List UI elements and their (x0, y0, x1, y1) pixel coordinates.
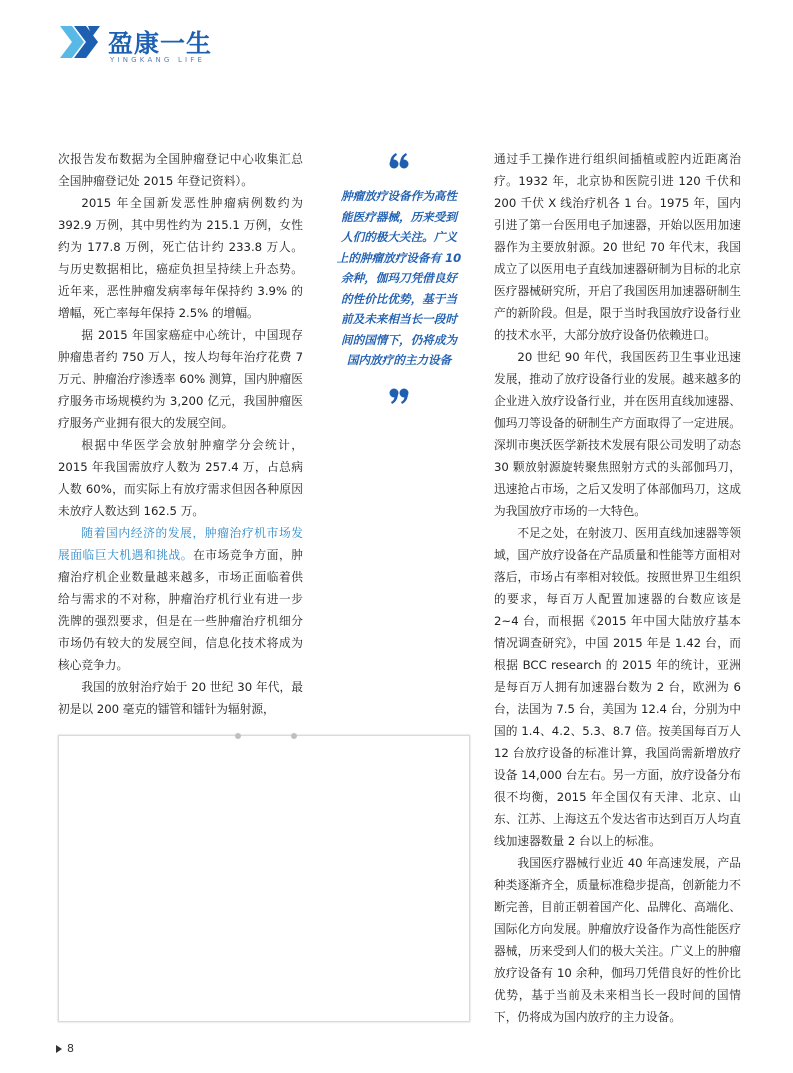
paragraph: 不足之处，在射波刀、医用直线加速器等领域，国产放疗设备在产品质量和性能等方面相对落后，市场占有率相对较低。按照世界卫生组织的要求，每百万人配置加速器的台数应该是 2~4 台，而根据《2015 年中国大陆放疗基本情况调查研究》，中国 2015 年是 1.42 台，而根据 BCC research 的 2015 年的统计，亚洲是每百万人拥有加速器台数为 2 台，欧洲为 6 台，法国为 7.5 台，美国为 12.4 台，分别为中国的 1.4、4.2、5.3、8.7 倍。按美国每百万人 12 台放疗设备的标准计算，我国尚需新增放疗设备 14,000 台左右。另一方面，放疗设备分布很不均衡，2015 年全国仅有天津、北京、山东、江苏、上海这五个发达省市达到百万人均直线加速器数量 2 台以上的标准。 (494, 526, 742, 848)
paragraph: 根据中华医学会放射肿瘤学分会统计，2015 年我国需放疗人数为 257.4 万，占总病人数 60%，而实际上有放疗需求但因各种原因未放疗人数达到 162.5 万。 (58, 438, 303, 518)
right-column (494, 148, 741, 1028)
paragraph (58, 522, 303, 676)
paragraph-text: 在市场竞争方面，肿瘤治疗机企业数量越来越多，市场正面临着供给与需求的不对称，肿瘤治疗机行业有进一步洗牌的强烈要求，但是在一些肿瘤治疗机细分市场仍有较大的发展空间，信息化技术将成为核心竞争力。 (58, 548, 303, 672)
frame-marker (235, 733, 241, 739)
page-number: 8 (67, 1042, 74, 1055)
brand-subtitle: YINGKANG LIFE (110, 56, 206, 64)
paragraph: 我国医疗器械行业近 40 年高速发展，产品种类逐渐齐全，质量标准稳步提高，创新能力不断完善，目前正朝着国产化、品牌化、高端化、国际化方向发展。肿瘤放疗设备作为高性能医疗器械，历来受到人们的极大关注。广义上的肿瘤放疗设备有 10 余种，伽玛刀凭借良好的性价比优势，基于当前及未来相当长一段时间的国情下，仍将成为国内放疗的主力设备。 (494, 856, 741, 1024)
paragraph: 我国的放射治疗始于 20 世纪 30 年代，最初是以 200 毫克的镭管和镭针为辐射源， (58, 680, 303, 716)
frame-marker (291, 733, 297, 739)
brand-name: 盈康一生 (108, 29, 213, 58)
paragraph: 20 世纪 90 年代，我国医药卫生事业迅速发展，推动了放疗设备行业的发展。越来越多的企业进入放疗设备行业，并在医用直线加速器、伽玛刀等设备的研制生产方面取得了一定进展。深圳市奥沃医学新技术发展有限公司发明了动态 30 颗放射源旋转聚焦照射方式的头部伽玛刀，迅速抢占市场，之后又发明了体部伽玛刀，这成为我国放疗市场的一大特色。 (494, 350, 741, 518)
close-quote-icon (388, 385, 410, 407)
logo-mark-icon (58, 22, 102, 62)
brand-logo (58, 22, 248, 66)
open-quote-icon (388, 150, 410, 172)
paragraph: 次报告发布数据为全国肿瘤登记中心收集汇总全国肿瘤登记处 2015 年登记资料）。 (58, 152, 303, 188)
image-placeholder (58, 735, 470, 1022)
page-footer (56, 1042, 74, 1055)
triangle-right-icon (56, 1045, 62, 1053)
paragraph: 2015 年全国新发恶性肿瘤病例数约为 392.9 万例，其中男性约为 215.1 万例，女性约为 177.8 万例，死亡估计约 233.8 万人。与历史数据相比，癌症负担呈持续上升态势。近年来，恶性肿瘤发病率每年保持约 3.9% 的增幅，死亡率每年保持 2.5% 的增幅。 (58, 196, 303, 320)
pull-quote-text: 肿瘤放疗设备作为高性能医疗器械，历来受到人们的极大关注。广义上的肿瘤放疗设备有 10 余种，伽玛刀凭借良好的性价比优势，基于当前及未来相当长一段时间的国情下，仍将成为国内放疗的主力设备 (336, 189, 462, 367)
left-column (58, 148, 303, 720)
paragraph: 据 2015 年国家癌症中心统计，中国现存肿瘤患者约 750 万人，按人均每年治疗花费 7 万元、肿瘤治疗渗透率 60% 测算，国内肿瘤医疗服务市场规模约为 3,200 亿元，我国肿瘤医疗服务产业拥有很大的发展空间。 (58, 328, 303, 430)
pull-quote (336, 150, 462, 407)
paragraph: 通过手工操作进行组织间插植或腔内近距离治疗。1932 年，北京协和医院引进 120 千伏和 200 千伏 X 线治疗机各 1 台。1975 年，国内引进了第一台医用电子加速器，开始以医用加速器作为主要放射源。20 世纪 70 年代末，我国成立了以医用电子直线加速器研制为目标的北京医疗器械研究所，开启了我国医用加速器研制生产的新阶段。但是，限于当时我国放疗设备行业的技术水平，大部分放疗设备仍依赖进口。 (494, 152, 741, 342)
highlight-text: 随着国内经济的发展，肿瘤治疗机市场发展面临巨大机遇和挑战。 (58, 526, 303, 562)
